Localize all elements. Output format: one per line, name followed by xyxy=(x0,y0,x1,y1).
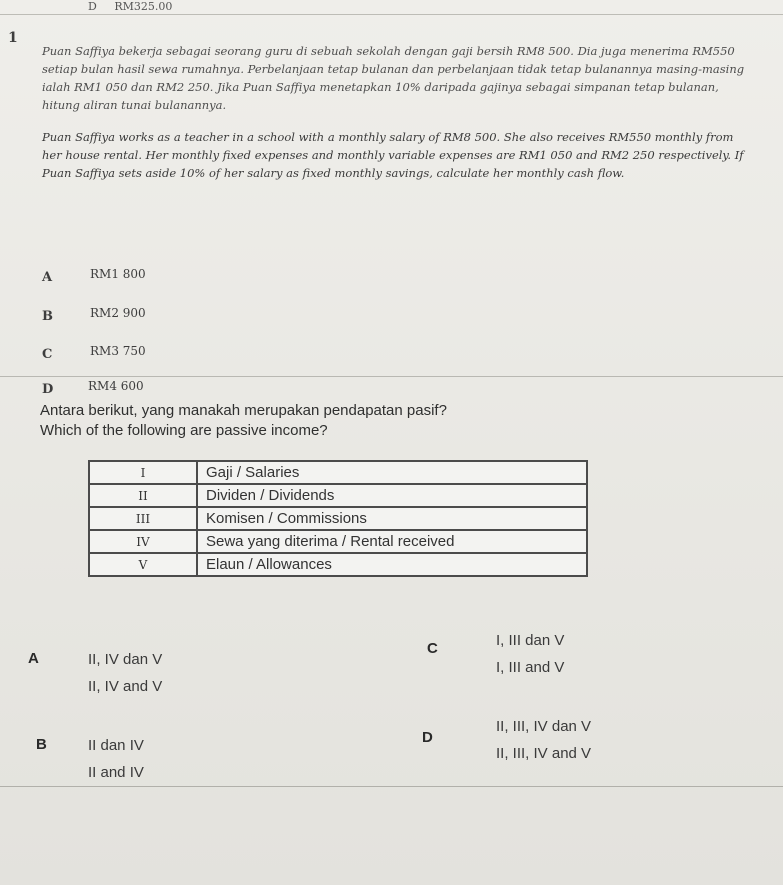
answer-c[interactable]: C xyxy=(427,640,438,657)
option-b-text: RM2 900 xyxy=(90,306,146,320)
roman-numeral: III xyxy=(89,507,197,530)
roman-numeral: V xyxy=(89,553,197,576)
income-item: Sewa yang diterima / Rental received xyxy=(197,530,587,553)
answer-a-malay: II, IV dan V xyxy=(88,651,163,668)
answer-b-english: II and IV xyxy=(88,764,144,781)
income-item: Elaun / Allowances xyxy=(197,553,587,576)
answer-a-english: II, IV and V xyxy=(88,678,163,695)
question1-malay-text: Puan Saffiya bekerja sebagai seorang guru di sebuah sekolah dengan gaji bersih RM8 500. Dia juga menerima RM550 setiap bulan hasil sewa rumahnya. Perbelanjaan tetap bulanan dan perbelanjaan tidak tetap bulanannya masing-masing ialah RM1 050 dan RM2 250. Jika Puan Saffiya menetapkan 10% daripada gajinya sebagai simpanan tetap bulanan, hitung aliran tunai bulanannya. xyxy=(42,44,745,112)
answer-d-malay: II, III, IV dan V xyxy=(496,718,592,735)
answer-a[interactable]: A xyxy=(28,650,39,667)
income-table xyxy=(88,460,588,577)
answer-d[interactable]: D xyxy=(422,729,433,746)
table-row xyxy=(89,530,587,553)
previous-option-letter: D xyxy=(88,0,97,13)
option-a-text: RM1 800 xyxy=(90,267,146,281)
option-letter: B xyxy=(42,309,53,324)
income-item: Gaji / Salaries xyxy=(197,461,587,484)
option-letter: D xyxy=(42,382,54,397)
divider xyxy=(0,786,783,787)
question-number: 1 xyxy=(8,30,18,46)
option-c-text: RM3 750 xyxy=(90,344,146,358)
option-letter: A xyxy=(42,270,53,285)
table-row xyxy=(89,553,587,576)
answer-c-malay: I, III dan V xyxy=(496,632,565,649)
table-row xyxy=(89,484,587,507)
roman-numeral: IV xyxy=(89,530,197,553)
question2-english-text: Which of the following are passive income? xyxy=(40,422,328,439)
previous-option-d xyxy=(88,0,172,13)
option-d-text: RM4 600 xyxy=(88,379,144,393)
question2-malay-text: Antara berikut, yang manakah merupakan pendapatan pasif? xyxy=(40,402,447,419)
option-c[interactable] xyxy=(42,343,52,362)
answer-d-english: II, III, IV and V xyxy=(496,745,592,762)
answer-b-malay: II dan IV xyxy=(88,737,144,754)
roman-numeral: I xyxy=(89,461,197,484)
table-row xyxy=(89,507,587,530)
roman-numeral: II xyxy=(89,484,197,507)
divider xyxy=(0,376,783,377)
table-row xyxy=(89,461,587,484)
option-b[interactable] xyxy=(42,305,53,324)
option-a[interactable] xyxy=(42,266,52,285)
question1-english-text: Puan Saffiya works as a teacher in a school with a monthly salary of RM8 500. She also receives RM550 monthly from her house rental. Her monthly fixed expenses and monthly variable expenses are RM1 050 and RM2 250 respectively. If Puan Saffiya sets aside 10% of her salary as fixed monthly savings, calculate her monthly cash flow. xyxy=(42,130,744,180)
answer-b[interactable]: B xyxy=(36,736,47,753)
option-d[interactable] xyxy=(42,378,53,397)
income-item: Komisen / Commissions xyxy=(197,507,587,530)
divider xyxy=(0,14,783,15)
answer-c-english: I, III and V xyxy=(496,659,565,676)
income-item: Dividen / Dividends xyxy=(197,484,587,507)
previous-option-text: RM325.00 xyxy=(114,0,173,13)
option-letter: C xyxy=(42,347,53,362)
